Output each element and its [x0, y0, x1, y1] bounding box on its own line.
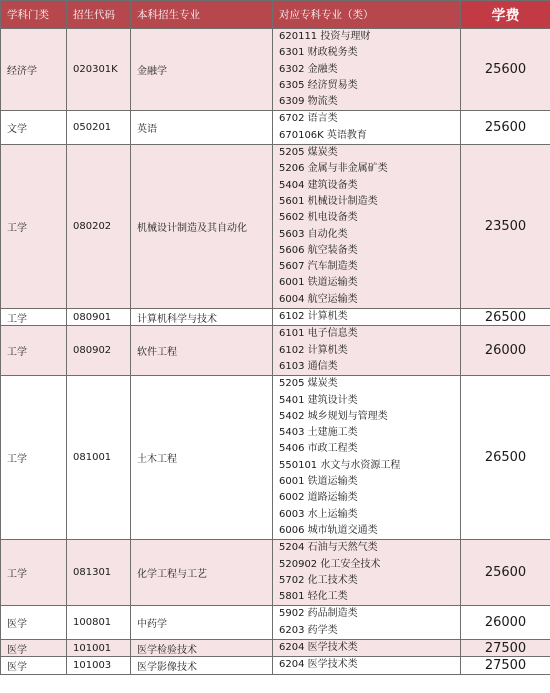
table-row — [1, 639, 550, 656]
vocational-major: 6309 物流类 — [279, 96, 338, 108]
category-cell: 工学 — [1, 540, 67, 606]
table-row — [1, 376, 550, 540]
vocational-major: 520902 化工安全技术 — [279, 558, 381, 570]
code-cell: 081301 — [67, 540, 131, 606]
vocational-major: 6004 航空运输类 — [279, 293, 358, 305]
vocational-major: 6001 铁道运输类 — [279, 277, 358, 289]
major-cell: 英语 — [131, 111, 273, 145]
vocational-major: 5603 自动化类 — [279, 228, 348, 240]
table-row — [1, 29, 550, 111]
major-cell: 软件工程 — [131, 326, 273, 376]
vocational-major: 5204 石油与天然气类 — [279, 542, 378, 554]
vocational-major: 5206 金属与非金属矿类 — [279, 163, 388, 175]
vocational-major: 5801 轻化工类 — [279, 591, 348, 603]
code-cell: 050201 — [67, 111, 131, 145]
major-cell: 医学影像技术 — [131, 657, 273, 674]
header-major: 本科招生专业 — [131, 1, 273, 29]
code-cell: 100801 — [67, 606, 131, 640]
vocational-cell — [273, 29, 461, 111]
major-cell: 中药学 — [131, 606, 273, 640]
fee-cell: 26500 — [461, 376, 550, 540]
vocational-cell — [273, 376, 461, 540]
major-cell: 机械设计制造及其自动化 — [131, 145, 273, 309]
category-cell: 医学 — [1, 606, 67, 640]
vocational-major: 6102 计算机类 — [279, 311, 348, 323]
vocational-cell — [273, 309, 461, 326]
code-cell: 080202 — [67, 145, 131, 309]
vocational-major: 5406 市政工程类 — [279, 443, 358, 455]
vocational-cell — [273, 657, 461, 674]
table-row — [1, 145, 550, 309]
table-row — [1, 606, 550, 640]
vocational-major: 6702 语言类 — [279, 113, 338, 125]
vocational-major: 6101 电子信息类 — [279, 328, 358, 340]
vocational-major: 6006 城市轨道交通类 — [279, 524, 378, 536]
vocational-major: 5205 煤炭类 — [279, 378, 338, 390]
header-code: 招生代码 — [67, 1, 131, 29]
table-body — [1, 29, 550, 675]
vocational-major: 5602 机电设备类 — [279, 212, 358, 224]
table-header-row — [1, 1, 550, 29]
vocational-major: 5403 土建施工类 — [279, 427, 358, 439]
major-cell: 计算机科学与技术 — [131, 309, 273, 326]
vocational-major: 6003 水上运输类 — [279, 508, 358, 520]
fee-cell: 26000 — [461, 606, 550, 640]
table-row — [1, 326, 550, 376]
vocational-major: 550101 水文与水资源工程 — [279, 459, 401, 471]
vocational-major: 5401 建筑设计类 — [279, 394, 358, 406]
fee-cell: 26500 — [461, 309, 550, 326]
header-category: 学科门类 — [1, 1, 67, 29]
vocational-major: 5402 城乡规划与管理类 — [279, 410, 388, 422]
table-row — [1, 540, 550, 606]
vocational-cell — [273, 639, 461, 656]
code-cell: 020301K — [67, 29, 131, 111]
vocational-major: 6204 医学技术类 — [279, 641, 358, 653]
fee-cell: 26000 — [461, 326, 550, 376]
vocational-cell — [273, 540, 461, 606]
vocational-cell — [273, 606, 461, 640]
vocational-major: 5607 汽车制造类 — [279, 261, 358, 273]
fee-cell: 27500 — [461, 639, 550, 656]
table-row — [1, 111, 550, 145]
code-cell: 101003 — [67, 657, 131, 674]
fee-cell: 25600 — [461, 111, 550, 145]
vocational-cell — [273, 326, 461, 376]
vocational-major: 5902 药品制造类 — [279, 608, 358, 620]
fee-cell: 25600 — [461, 29, 550, 111]
major-cell: 金融学 — [131, 29, 273, 111]
code-cell: 080901 — [67, 309, 131, 326]
major-cell: 化学工程与工艺 — [131, 540, 273, 606]
code-cell: 101001 — [67, 639, 131, 656]
table-row — [1, 309, 550, 326]
fee-cell: 27500 — [461, 657, 550, 674]
fee-cell: 23500 — [461, 145, 550, 309]
vocational-major: 670106K 英语教育 — [279, 129, 367, 141]
vocational-major: 6302 金融类 — [279, 63, 338, 75]
vocational-major: 5702 化工技术类 — [279, 574, 358, 586]
vocational-major: 6102 计算机类 — [279, 344, 348, 356]
vocational-major: 620111 投资与理财 — [279, 31, 371, 42]
category-cell: 经济学 — [1, 29, 67, 111]
code-cell: 081001 — [67, 376, 131, 540]
vocational-major: 6204 医学技术类 — [279, 659, 358, 671]
table-row — [1, 657, 550, 674]
vocational-major: 6002 道路运输类 — [279, 492, 358, 504]
vocational-major: 5606 航空装备类 — [279, 244, 358, 256]
category-cell: 医学 — [1, 639, 67, 656]
vocational-major: 5404 建筑设备类 — [279, 179, 358, 191]
fee-cell: 25600 — [461, 540, 550, 606]
major-cell: 土木工程 — [131, 376, 273, 540]
category-cell: 医学 — [1, 657, 67, 674]
vocational-major: 5601 机械设计制造类 — [279, 195, 378, 207]
vocational-major: 6203 药学类 — [279, 624, 338, 636]
vocational-major: 6301 财政税务类 — [279, 47, 358, 59]
code-cell: 080902 — [67, 326, 131, 376]
vocational-major: 6001 铁道运输类 — [279, 476, 358, 488]
category-cell: 工学 — [1, 376, 67, 540]
vocational-major: 5205 煤炭类 — [279, 147, 338, 159]
vocational-major: 6103 通信类 — [279, 360, 338, 372]
category-cell: 工学 — [1, 145, 67, 309]
category-cell: 工学 — [1, 326, 67, 376]
category-cell: 工学 — [1, 309, 67, 326]
vocational-cell — [273, 145, 461, 309]
header-fee: 学费 — [461, 1, 550, 29]
header-vocational: 对应专科专业（类） — [273, 1, 461, 29]
major-cell: 医学检验技术 — [131, 639, 273, 656]
category-cell: 文学 — [1, 111, 67, 145]
vocational-major: 6305 经济贸易类 — [279, 79, 358, 91]
vocational-cell — [273, 111, 461, 145]
